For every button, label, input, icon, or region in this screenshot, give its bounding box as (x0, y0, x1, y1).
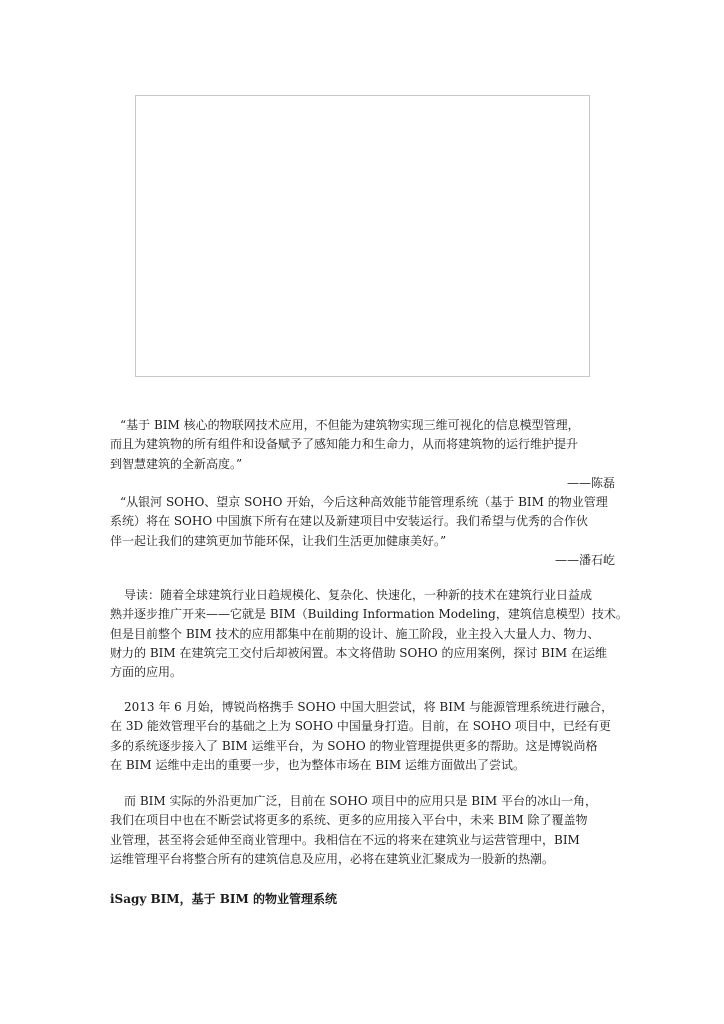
quote1-line-1: “基于 BIM 核心的物联网技术应用，不但能为建筑物实现三维可视化的信息模型管理， (120, 418, 580, 432)
soho-bim-paragraph (110, 698, 615, 775)
quote2-author: ——潘石屹 (554, 552, 615, 567)
para1-line-3: 但是目前整个 BIM 技术的应用都集中在前期的设计、施工阶段，业主投入大量人力、物力、 (110, 626, 600, 641)
quote2-line-2: 系统）将在 SOHO 中国旗下所有在建以及新建项目中安装运行。我们希望与优秀的合作伙 (110, 514, 588, 529)
bim-future-paragraph (110, 792, 615, 869)
quote1-line-2: 而且为建筑物的所有组件和设备赋予了感知能力和生命力，从而将建筑物的运行维护提升 (110, 437, 579, 452)
quote-pan-shiyi (110, 493, 615, 570)
quote2-line-1: “从银河 SOHO、望京 SOHO 开始，今后这种高效能节能管理系统（基于 BIM 的物业管理 (120, 495, 608, 509)
para2-line-4: 在 BIM 运维中走出的重要一步，也为整体市场在 BIM 运维方面做出了尝试。 (110, 757, 525, 772)
article-image-placeholder (135, 95, 590, 377)
para3-line-4: 运维管理平台将整合所有的建筑信息及应用，必将在建筑业汇聚成为一股新的热潮。 (110, 851, 555, 866)
para2-line-2: 在 3D 能效管理平台的基础之上为 SOHO 中国量身打造。目前，在 SOHO 项目中，已经有更 (110, 719, 611, 734)
para1-line-1: 导读：随着全球建筑行业日趋规模化、复杂化、快速化，一种新的技术在建筑行业日益成 (124, 588, 593, 602)
para1-line-4: 财力的 BIM 在建筑完工交付后却被闲置。本文将借助 SOHO 的应用案例，探讨 BIM 在运维 (110, 645, 607, 660)
quote1-author: ——陈磊 (566, 475, 615, 490)
quote-chen-lei (110, 416, 615, 493)
para3-line-2: 我们在项目中也在不断尝试将更多的系统、更多的应用接入平台中，未来 BIM 除了覆盖物 (110, 813, 588, 828)
quote1-line-3: 到智慧建筑的全新高度。” (110, 456, 243, 471)
para1-line-2: 熟并逐步推广开来——它就是 BIM（Building Information Modeling，建筑信息模型）技术。 (110, 607, 628, 622)
section-heading: iSagy BIM，基于 BIM 的物业管理系统 (110, 892, 337, 906)
para2-line-1: 2013 年 6 月始，博锐尚格携手 SOHO 中国大胆尝试，将 BIM 与能源管理系统进行融合， (124, 700, 614, 714)
quote2-line-3: 伴一起让我们的建筑更加节能环保，让我们生活更加健康美好。” (110, 533, 447, 548)
intro-paragraph (110, 586, 628, 682)
para1-line-5: 方面的应用。 (110, 665, 183, 680)
para3-line-3: 业管理，甚至将会延伸至商业管理中。我相信在不远的将来在建筑业与运营管理中，BIM (110, 832, 580, 847)
para3-line-1: 而 BIM 实际的外沿更加广泛，目前在 SOHO 项目中的应用只是 BIM 平台的冰山一角， (124, 794, 597, 808)
para2-line-3: 多的系统逐步接入了 BIM 运维平台，为 SOHO 的物业管理提供更多的帮助。这是博锐尚格 (110, 738, 598, 753)
